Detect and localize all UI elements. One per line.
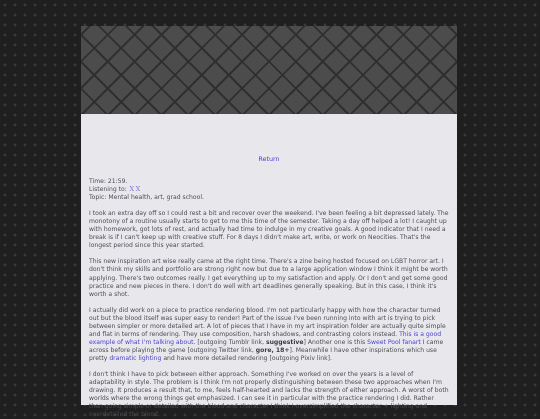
paragraph-3-text: ]. Meanwhile I have other inspirations which use pretty <box>89 346 437 362</box>
paragraph-3-text: ] Another one is this <box>303 338 368 346</box>
page-container <box>81 26 457 419</box>
post-content <box>81 114 457 419</box>
header-banner <box>81 26 457 114</box>
listening-line <box>89 186 449 194</box>
topic-line: Topic: Mental health, art, grad school. <box>89 194 204 202</box>
paragraph-3-text: I actually did work on a piece to practice rendering blood. I'm not particularly happy with how the character turned out but the blood itself was super easy to render! Part of the issue I've been running into with art is trying to pick between simpler or more detailed art. A lot of pieces that I have in my art inspiration folder are actually quite simple and flat in terms of rendering. They use composition, harsh shadows, and contrasting colors instead. <box>89 306 446 338</box>
tumblr-example-link[interactable]: This is a good example of what I'm talking about. <box>89 330 442 346</box>
paragraph-3-text: [outgoing Tumblr link, <box>195 338 266 346</box>
paragraph-3-text: I came across before playing the game [outgoing Twitter link, <box>89 338 444 354</box>
paragraph-1: I took an extra day off so I could rest a bit and recover over the weekend. I've been feeling a bit depressed lately. The monotony of a routine usually starts to get to me this time of the semester. Taking a day off helped a lot! I caught up with homework, got lots of rest, and actually had time to indulge in my creative goals. A good indicator that I need a break is if I can't keep up with creative stuff. For 8 days I didn't make art, write, or work on Neocities. That's the longest period since this year started. <box>89 210 449 250</box>
post-meta <box>89 178 449 202</box>
paragraph-4: I don't think I have to pick between either approach. Something I've worked on over the years is a level of adaptability in style. The problem is I think I'm not properly distinguishing between these two approaches when I'm drawing. It produces a result that, to me, feels half-hearted and lacks the strength of either approach. A worst of both worlds where the wrong things get emphasized. I can see it in particular with the practice rendering I did. Rather than going simple or detailed with the blood and character I think I oversimplified the character + lighting and overdetailed the blood. <box>89 370 449 419</box>
listening-label: Listening to: <box>89 186 129 194</box>
paragraph-2: This new inspiration art wise really came at the right time. There's a zine being hosted focused on LGBT horror art. I don't think my skills and portfolio are strong right now but due to a large application window I think it might be worth applying. There's two outcomes really. I get everything up to my satisfaction and apply. Or I don't and get some good practice and new pieces in there. I don't do well with art deadlines generally speaking. But in this case, I think it's worth a shot. <box>89 258 448 298</box>
dramatic-lighting-link[interactable]: dramatic lighting <box>109 354 162 362</box>
return-link[interactable]: Return <box>258 155 280 163</box>
content-warning-gore: gore, 18+ <box>255 346 290 354</box>
sweet-pool-fanart-link[interactable]: Sweet Pool fanart <box>367 338 421 346</box>
paragraph-3 <box>89 307 449 363</box>
paragraph-3-text: and have more detailed rendering [outgoing Pixiv link]. <box>161 354 332 362</box>
listening-link[interactable]: ＸＸ <box>128 186 141 194</box>
content-warning-suggestive: suggestive <box>265 338 304 346</box>
time-stamp: Time: 21:59. <box>89 178 128 186</box>
